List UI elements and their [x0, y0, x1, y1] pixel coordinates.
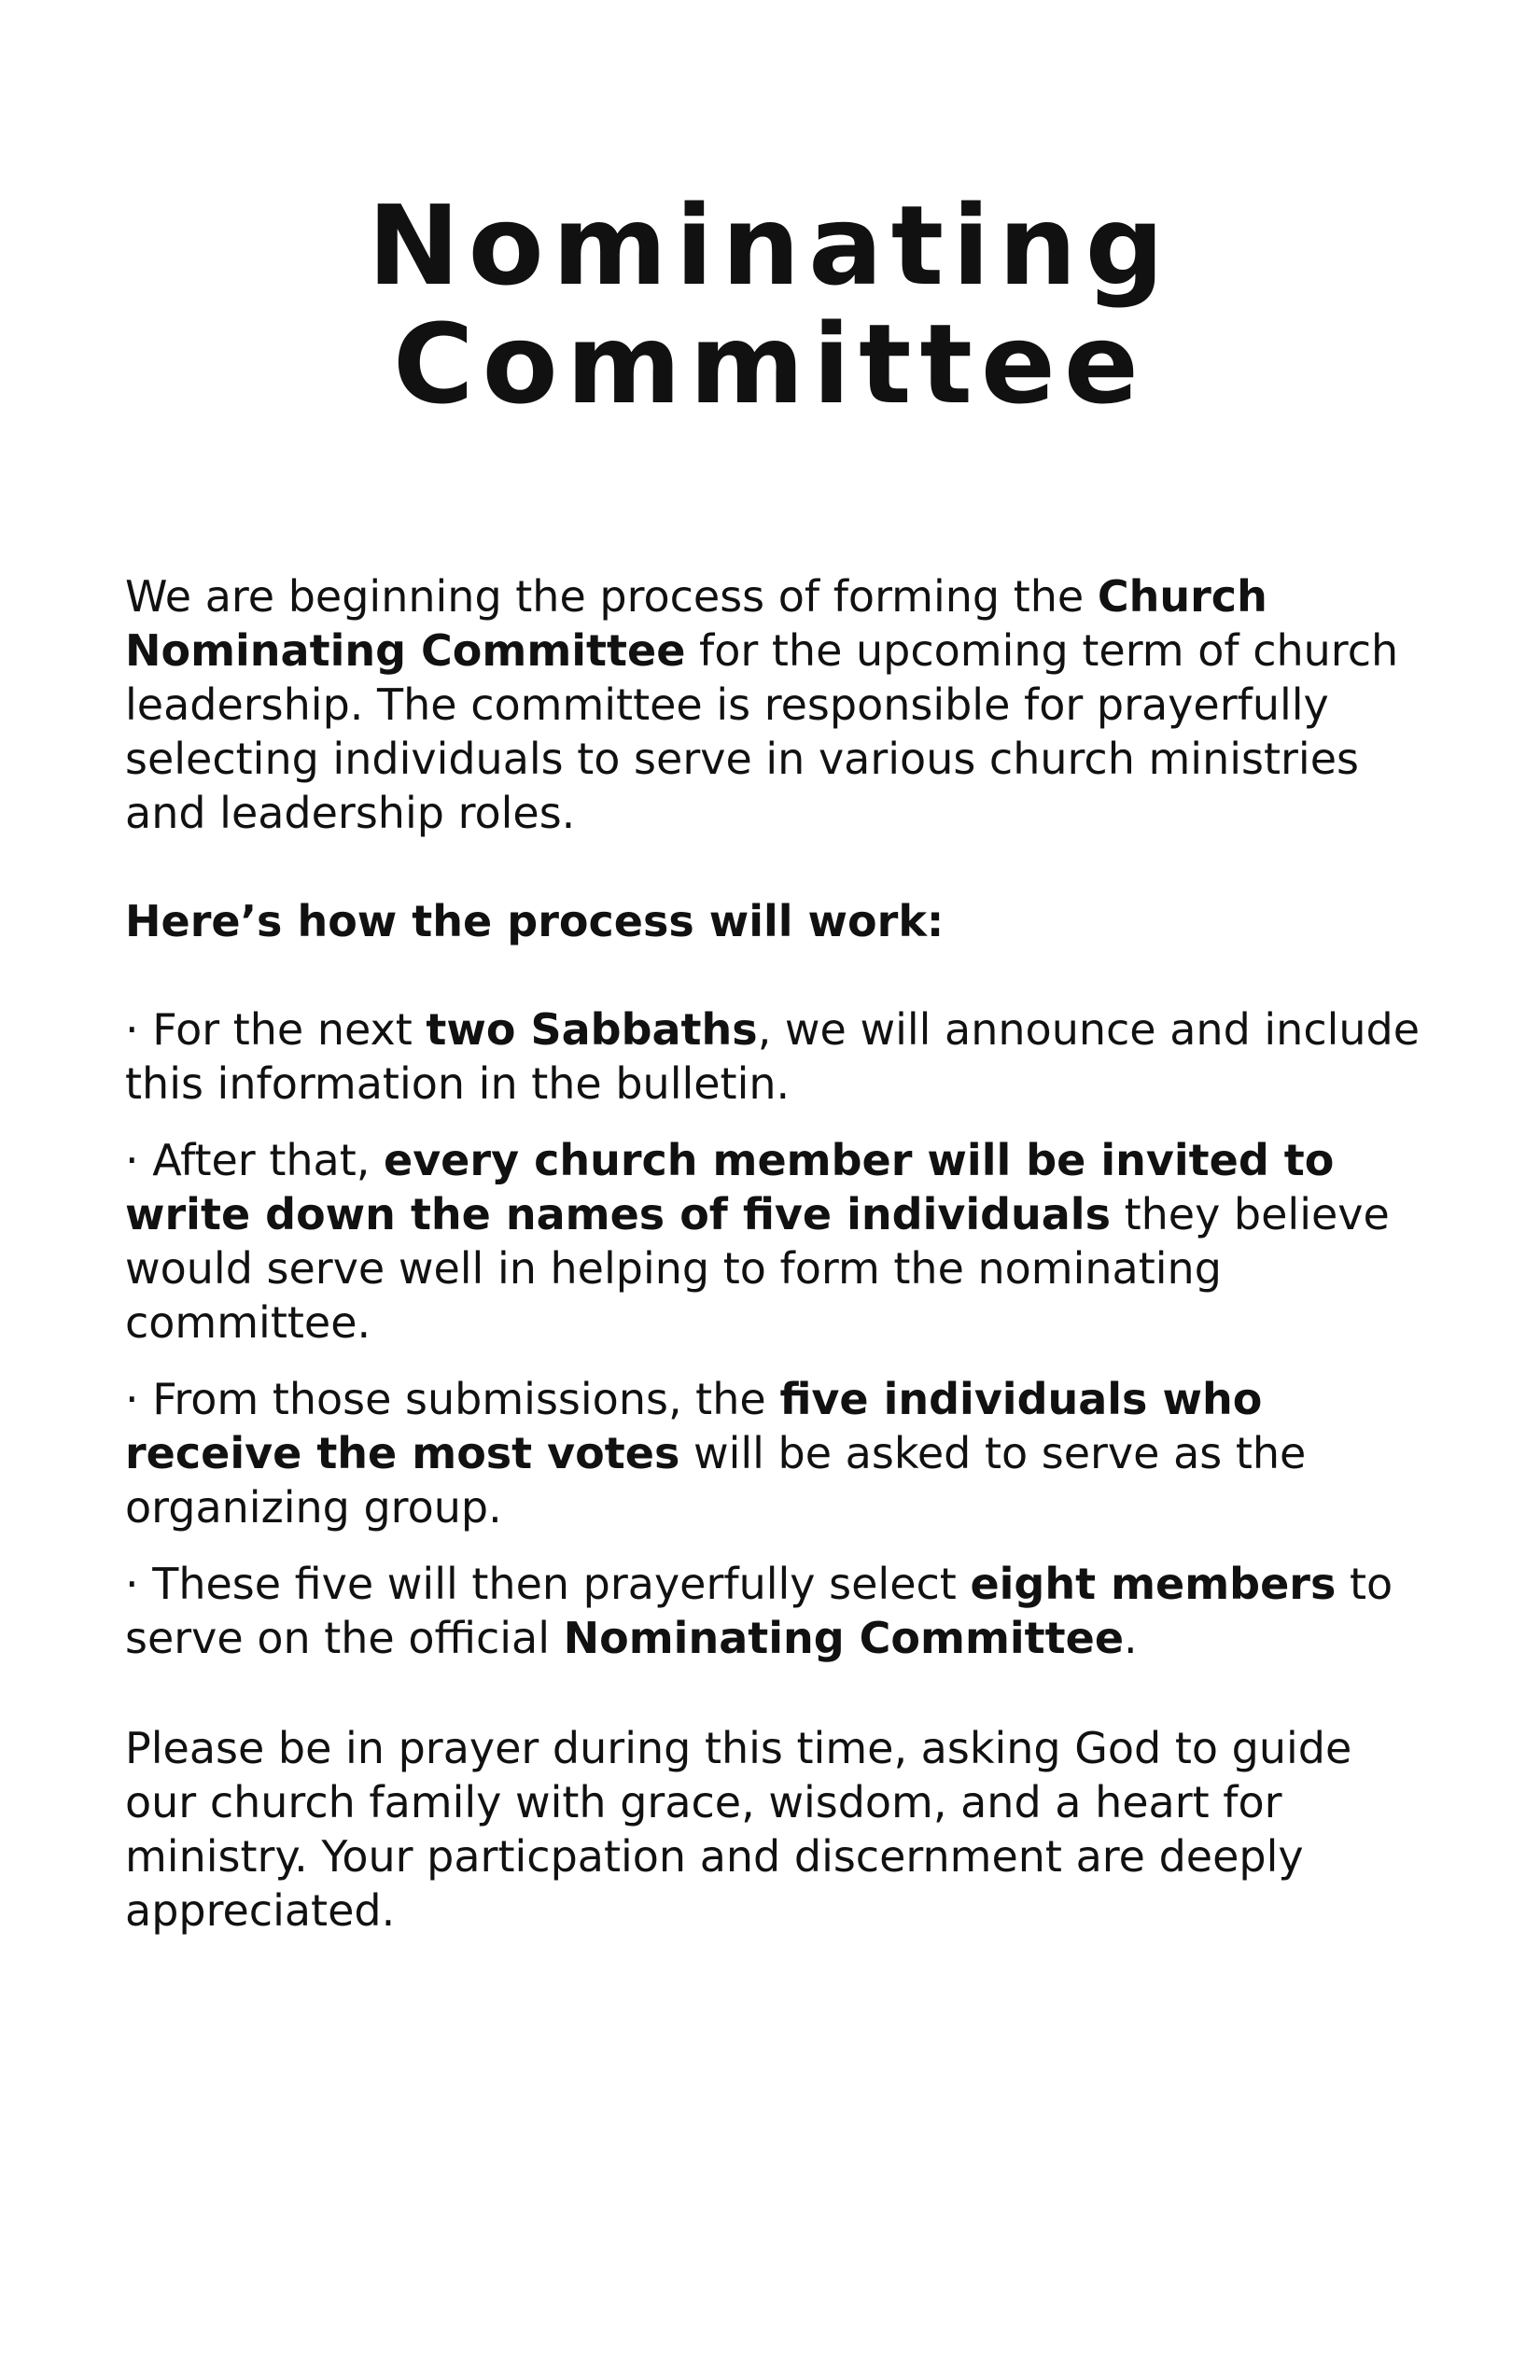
step-bold: five individuals who receive the most votes — [125, 1374, 1263, 1478]
intro-text-2: for the upcoming term of church leadership. The committee is responsible for prayerfully selecting individuals to serve in various church ministries and leadership roles. — [125, 625, 1399, 838]
step-bold: every church member will be invited to write down the names of five individuals — [125, 1135, 1335, 1239]
process-steps-list — [125, 1002, 1432, 1687]
step-lead: · For the next — [125, 1004, 427, 1055]
step-bold-2: Nominating Committee — [563, 1613, 1125, 1663]
process-step — [125, 1372, 1432, 1534]
step-tail: , we will announce and include this information in the bulletin. — [125, 1004, 1421, 1109]
title-line-2: Committee — [393, 300, 1147, 428]
intro-bold-committee: Church Nominating Committee — [125, 571, 1267, 676]
intro-text-1: We are beginning the process of forming the — [125, 571, 1098, 622]
process-step — [125, 1002, 1432, 1111]
step-bold: two Sabbaths — [426, 1004, 758, 1055]
step-lead: · After that, — [125, 1135, 384, 1185]
page-title — [0, 181, 1540, 428]
step-mid: to serve on the official — [125, 1559, 1393, 1663]
step-tail: they believe would serve well in helping to form the nominating committee. — [125, 1189, 1390, 1348]
process-heading-text: Here’s how the process will work: — [125, 896, 945, 946]
step-lead: · From those submissions, the — [125, 1374, 780, 1424]
step-lead: · These five will then prayerfully select — [125, 1559, 971, 1609]
step-tail: . — [1124, 1613, 1138, 1663]
closing-paragraph: Please be in prayer during this time, asking God to guide our church family with grace, wisdom, and a heart for ministry. Your particpation and discernment are deeply appreciated. — [125, 1723, 1352, 1936]
process-step — [125, 1557, 1432, 1665]
process-step — [125, 1133, 1432, 1350]
step-bold: eight members — [970, 1559, 1337, 1609]
intro-paragraph — [125, 569, 1432, 840]
title-line-1: Nominating — [367, 181, 1173, 310]
process-heading — [125, 894, 1432, 948]
step-tail: will be asked to serve as the organizing group. — [125, 1428, 1307, 1533]
